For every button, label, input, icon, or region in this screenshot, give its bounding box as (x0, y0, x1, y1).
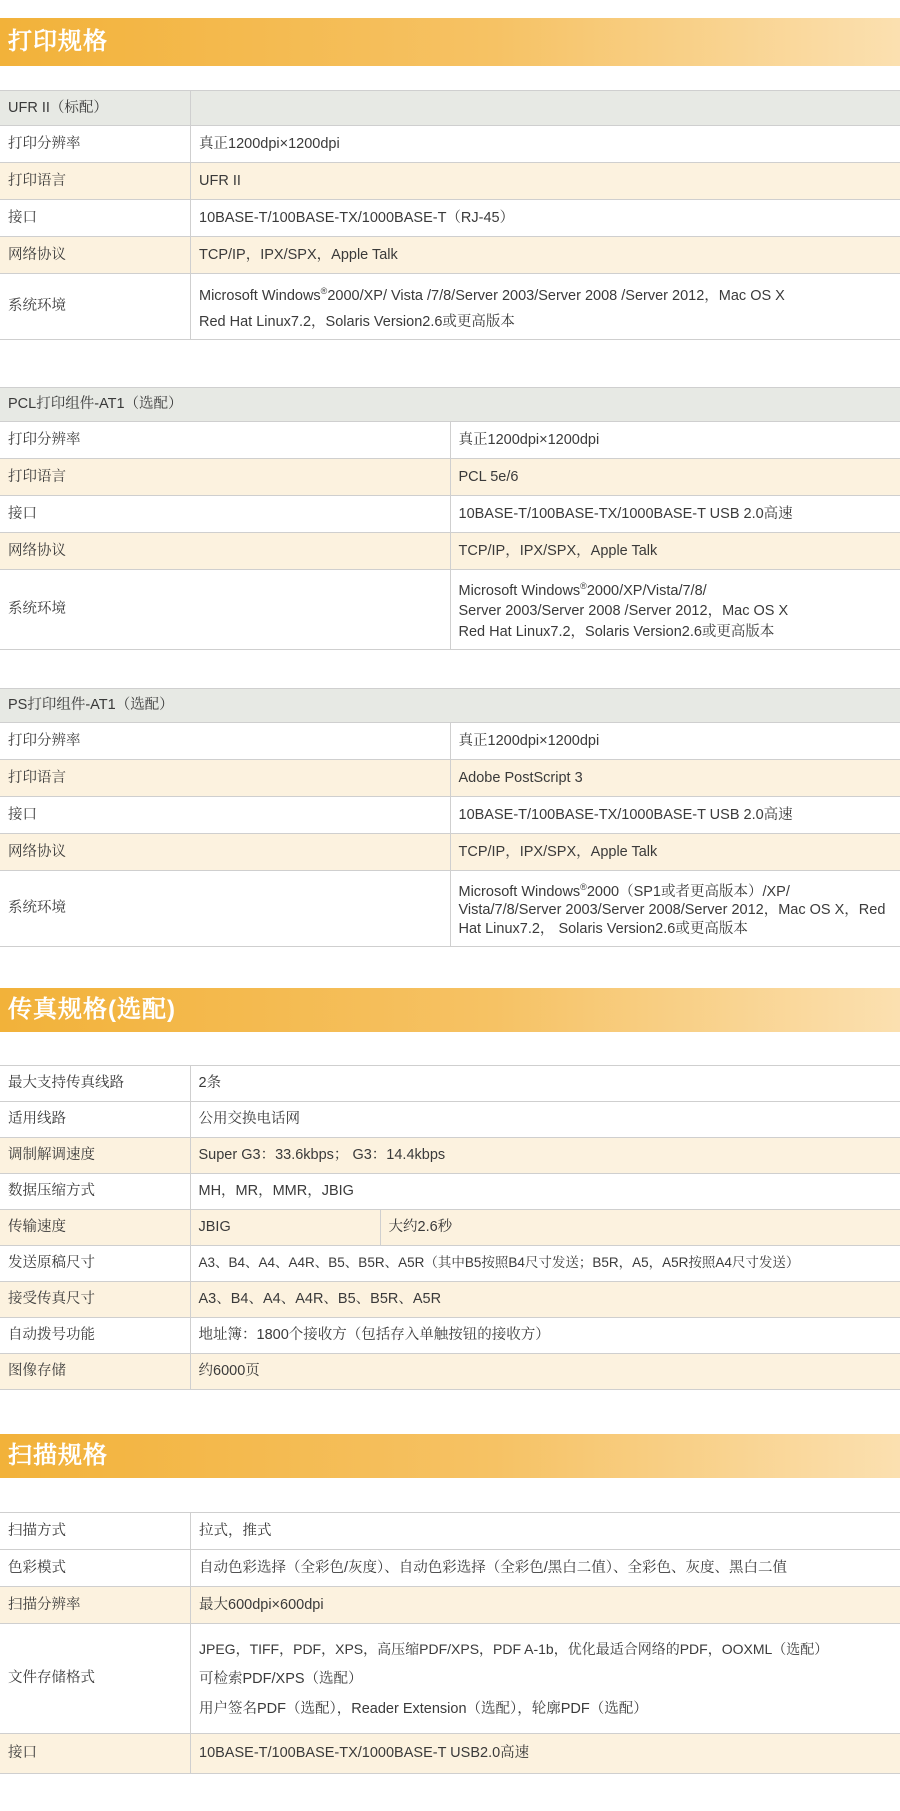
pcl-title: PCL打印组件-AT1（选配） (0, 388, 900, 422)
row-value: PCL 5e/6 (450, 459, 900, 496)
table-row (0, 274, 900, 340)
row-value: 地址簿：1800个接收方（包括存入单触按钮的接收方） (190, 1318, 900, 1354)
sys-text: Microsoft Windows (458, 883, 581, 900)
row-label: 接受传真尺寸 (0, 1282, 190, 1318)
row-value: 大约2.6秒 (380, 1210, 900, 1246)
row-label: 传输速度 (0, 1210, 190, 1246)
row-value: Super G3：33.6kbps； G3：14.4kbps (190, 1138, 900, 1174)
table-row (0, 1513, 900, 1550)
scan-spec-header: 扫描规格 (0, 1434, 900, 1478)
row-value: TCP/IP，IPX/SPX，Apple Talk (191, 237, 900, 274)
row-label: 打印语言 (0, 163, 191, 200)
sys-text: Microsoft Windows (458, 582, 581, 599)
row-label: 发送原稿尺寸 (0, 1246, 190, 1282)
row-label: 系统环境 (0, 871, 450, 947)
row-value: MH，MR，MMR，JBIG (190, 1174, 900, 1210)
fax-spec-header: 传真规格(选配) (0, 988, 900, 1032)
table-row (0, 163, 900, 200)
row-value: A3、B4、A4、A4R、B5、B5R、A5R (190, 1282, 900, 1318)
row-label: 打印分辨率 (0, 723, 450, 760)
row-value: 真正1200dpi×1200dpi (450, 422, 900, 459)
row-label: 接口 (0, 797, 450, 834)
sys-text: 2000/XP/Vista/7/8/ (586, 582, 707, 599)
ufr-title: UFR II（标配） (0, 91, 191, 126)
row-label: 调制解调速度 (0, 1138, 190, 1174)
sys-text: Red Hat Linux7.2，Solaris Version2.6或更高版本 (199, 313, 515, 330)
row-label: 扫描分辨率 (0, 1587, 191, 1624)
pcl-table (0, 387, 900, 650)
sys-text: 2000（SP1或者更高版本）/XP/ (586, 883, 790, 900)
row-label: 文件存储格式 (0, 1624, 191, 1734)
row-value (450, 570, 900, 650)
table-row (0, 200, 900, 237)
row-label: 图像存储 (0, 1354, 190, 1390)
row-value (191, 274, 900, 340)
table-row (0, 1318, 900, 1354)
table-row (0, 237, 900, 274)
row-value (191, 1624, 900, 1734)
row-value: 10BASE-T/100BASE-TX/1000BASE-T USB 2.0高速 (450, 797, 900, 834)
row-label: 接口 (0, 1734, 191, 1774)
row-label: 打印分辨率 (0, 126, 191, 163)
table-row (0, 570, 900, 650)
sys-text: 2000/XP/ Vista /7/8/Server 2003/Server 2008 /Server 2012，Mac OS X (327, 287, 785, 304)
table-row (0, 760, 900, 797)
sys-text: Server 2003/Server 2008 /Server 2012，Mac OS X (458, 603, 789, 620)
table-row (0, 1624, 900, 1734)
table-row (0, 723, 900, 760)
row-label: 色彩模式 (0, 1550, 191, 1587)
row-value: 自动色彩选择（全彩色/灰度）、自动色彩选择（全彩色/黑白二值）、全彩色、灰度、黑白二值 (191, 1550, 900, 1587)
table-row (0, 126, 900, 163)
table-row (0, 1138, 900, 1174)
sys-text: Vista/7/8/Server 2003/Server 2008/Server 2012，Mac OS X，Red (458, 902, 886, 919)
ps-table (0, 688, 900, 947)
row-value: Adobe PostScript 3 (450, 760, 900, 797)
sys-text: Hat Linux7.2， Solaris Version2.6或更高版本 (458, 921, 748, 938)
row-value: UFR II (191, 163, 900, 200)
row-value: 拉式，推式 (191, 1513, 900, 1550)
row-label: 最大支持传真线路 (0, 1066, 190, 1102)
row-label: 网络协议 (0, 237, 191, 274)
table-row (0, 533, 900, 570)
row-value: 真正1200dpi×1200dpi (450, 723, 900, 760)
row-label: 网络协议 (0, 834, 450, 871)
table-row (0, 1066, 900, 1102)
table-row (0, 797, 900, 834)
row-value: 最大600dpi×600dpi (191, 1587, 900, 1624)
registered-mark: ® (580, 881, 587, 892)
table-row (0, 1354, 900, 1390)
table-row (0, 459, 900, 496)
row-label: 打印分辨率 (0, 422, 450, 459)
row-value: TCP/IP，IPX/SPX，Apple Talk (450, 834, 900, 871)
table-row (0, 1734, 900, 1774)
registered-mark: ® (580, 580, 587, 591)
table-row (0, 1174, 900, 1210)
row-value: 10BASE-T/100BASE-TX/1000BASE-T（RJ-45） (191, 200, 900, 237)
file-format-text: 可检索PDF/XPS（选配） (199, 1670, 363, 1687)
ps-title: PS打印组件-AT1（选配） (0, 689, 900, 723)
row-value: A3、B4、A4、A4R、B5、B5R、A5R（其中B5按照B4尺寸发送；B5R，A5，A5R按照A4尺寸发送） (190, 1246, 900, 1282)
row-value: 2条 (190, 1066, 900, 1102)
row-value: 公用交换电话网 (190, 1102, 900, 1138)
row-label: 适用线路 (0, 1102, 190, 1138)
ufr-title-blank (191, 91, 900, 126)
row-value (450, 871, 900, 947)
row-value: 10BASE-T/100BASE-TX/1000BASE-T USB2.0高速 (191, 1734, 900, 1774)
table-row (0, 422, 900, 459)
table-row (0, 871, 900, 947)
fax-table (0, 1065, 900, 1390)
row-value: 10BASE-T/100BASE-TX/1000BASE-T USB 2.0高速 (450, 496, 900, 533)
table-row (0, 1210, 900, 1246)
table-row (0, 496, 900, 533)
row-label: 系统环境 (0, 274, 191, 340)
row-label: 打印语言 (0, 760, 450, 797)
file-format-text: 用户签名PDF（选配），Reader Extension（选配），轮廓PDF（选配） (199, 1700, 648, 1717)
row-value: 真正1200dpi×1200dpi (191, 126, 900, 163)
registered-mark: ® (320, 286, 328, 297)
table-row (0, 1550, 900, 1587)
sys-text: Red Hat Linux7.2，Solaris Version2.6或更高版本 (458, 624, 775, 641)
sys-text: Microsoft Windows (199, 287, 321, 304)
scan-table (0, 1512, 900, 1774)
row-label: 扫描方式 (0, 1513, 191, 1550)
table-row (0, 1587, 900, 1624)
row-label: 数据压缩方式 (0, 1174, 190, 1210)
row-label: 接口 (0, 200, 191, 237)
row-value: JBIG (190, 1210, 380, 1246)
row-label: 打印语言 (0, 459, 450, 496)
row-value: TCP/IP，IPX/SPX，Apple Talk (450, 533, 900, 570)
row-label: 接口 (0, 496, 450, 533)
table-row (0, 1246, 900, 1282)
file-format-text: JPEG，TIFF，PDF，XPS，高压缩PDF/XPS，PDF A-1b，优化最适合网络的PDF，OOXML（选配） (199, 1640, 829, 1657)
table-row (0, 1102, 900, 1138)
print-spec-header: 打印规格 (0, 18, 900, 66)
row-label: 系统环境 (0, 570, 450, 650)
table-row (0, 1282, 900, 1318)
row-label: 自动拨号功能 (0, 1318, 190, 1354)
ufr-table (0, 90, 900, 340)
row-value: 约6000页 (190, 1354, 900, 1390)
table-row (0, 834, 900, 871)
row-label: 网络协议 (0, 533, 450, 570)
